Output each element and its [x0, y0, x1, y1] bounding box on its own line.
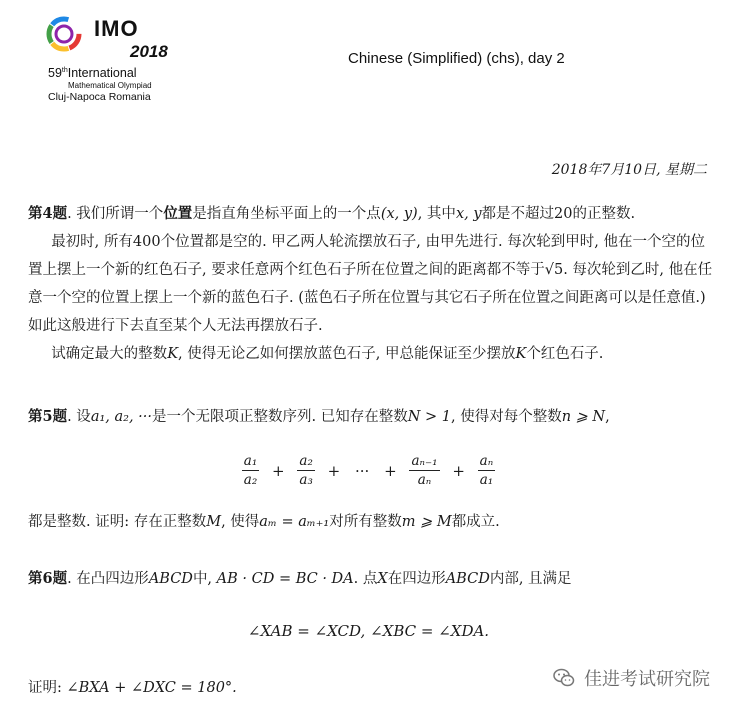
problem-6-statement: 第6题. 在凸四边形ABCD中, AB · CD = BC · DA. 点X在四边形ABCD内部, 且满足	[28, 570, 572, 587]
problem-6	[28, 565, 714, 593]
watermark	[552, 665, 710, 691]
problem-5-statement: 第5题. 设a₁, a₂, ···是一个无限项正整数序列. 已知存在整数N > 1, 使得对每个整数n ⩾ N,	[28, 408, 610, 425]
problem-4-statement: 第4题. 我们所谓一个位置是指直角坐标平面上的一个点(x, y), 其中x, y都是不超过20的正整数.	[28, 205, 636, 222]
watermark-text: 佳进考试研究院	[584, 669, 710, 689]
logo-line3: Cluj-Napoca Romania	[48, 91, 151, 103]
wechat-icon	[552, 666, 576, 690]
problem-5	[28, 403, 714, 431]
imo-logo	[44, 14, 184, 102]
problem-4-question: 试确定最大的整数K, 使得无论乙如何摆放蓝色石子, 甲总能保证至少摆放K个红色石子.	[51, 346, 604, 362]
problem-6-condition: ∠XAB = ∠XCD, ∠XBC = ∠XDA.	[247, 622, 490, 640]
problem-6-label: 第6题	[28, 570, 68, 587]
exam-date: 2018年7月10日, 星期二	[551, 162, 707, 178]
problem-5-conclusion: 都是整数. 证明: 存在正整数M, 使得aₘ = aₘ₊₁对所有整数m ⩾ M都成立.	[28, 514, 500, 530]
logo-line2: Mathematical Olympiad	[68, 81, 152, 90]
logo-year: 2018	[130, 42, 168, 61]
language-day: Chinese (Simplified) (chs), day 2	[348, 50, 565, 67]
problem-4	[28, 200, 714, 368]
problem-6-conclusion: 证明: ∠BXA + ∠DXC = 180°.	[28, 680, 237, 696]
problem-4-rules: 最初时, 所有400个位置都是空的. 甲乙两人轮流摆放石子, 由甲先进行. 每次轮到甲时, 他在一个空的位置上摆上一个新的红色石子, 要求任意两个红色石子所在位置之间的距离都不等于√5. 每次轮到乙时, 他在任意一个空的位置上摆上一个新的蓝色石子. (蓝色石子所在位置与其它石子所在位置之间距离可以是任意值.) 如此这般进行下去直至某个人无法再摆放石子.	[28, 234, 713, 334]
problem-4-label: 第4题	[28, 205, 68, 222]
problem-5-label: 第5题	[28, 408, 68, 425]
problem-5-formula: $\frac{\text{a₁}}{\text{a₂}}$ + $\frac{\text{a₂}}{\text{a₃}}$ + ··· + $\frac{\text{aₙ₋₁}}{\text{aₙ}}$ + $\frac{\text{aₙ}}{\text{a₁}}$	[243, 453, 494, 488]
imo-ring-icon	[44, 14, 84, 54]
logo-line1: 59thInternational	[48, 66, 137, 80]
logo-wordmark: IMO	[94, 16, 139, 41]
